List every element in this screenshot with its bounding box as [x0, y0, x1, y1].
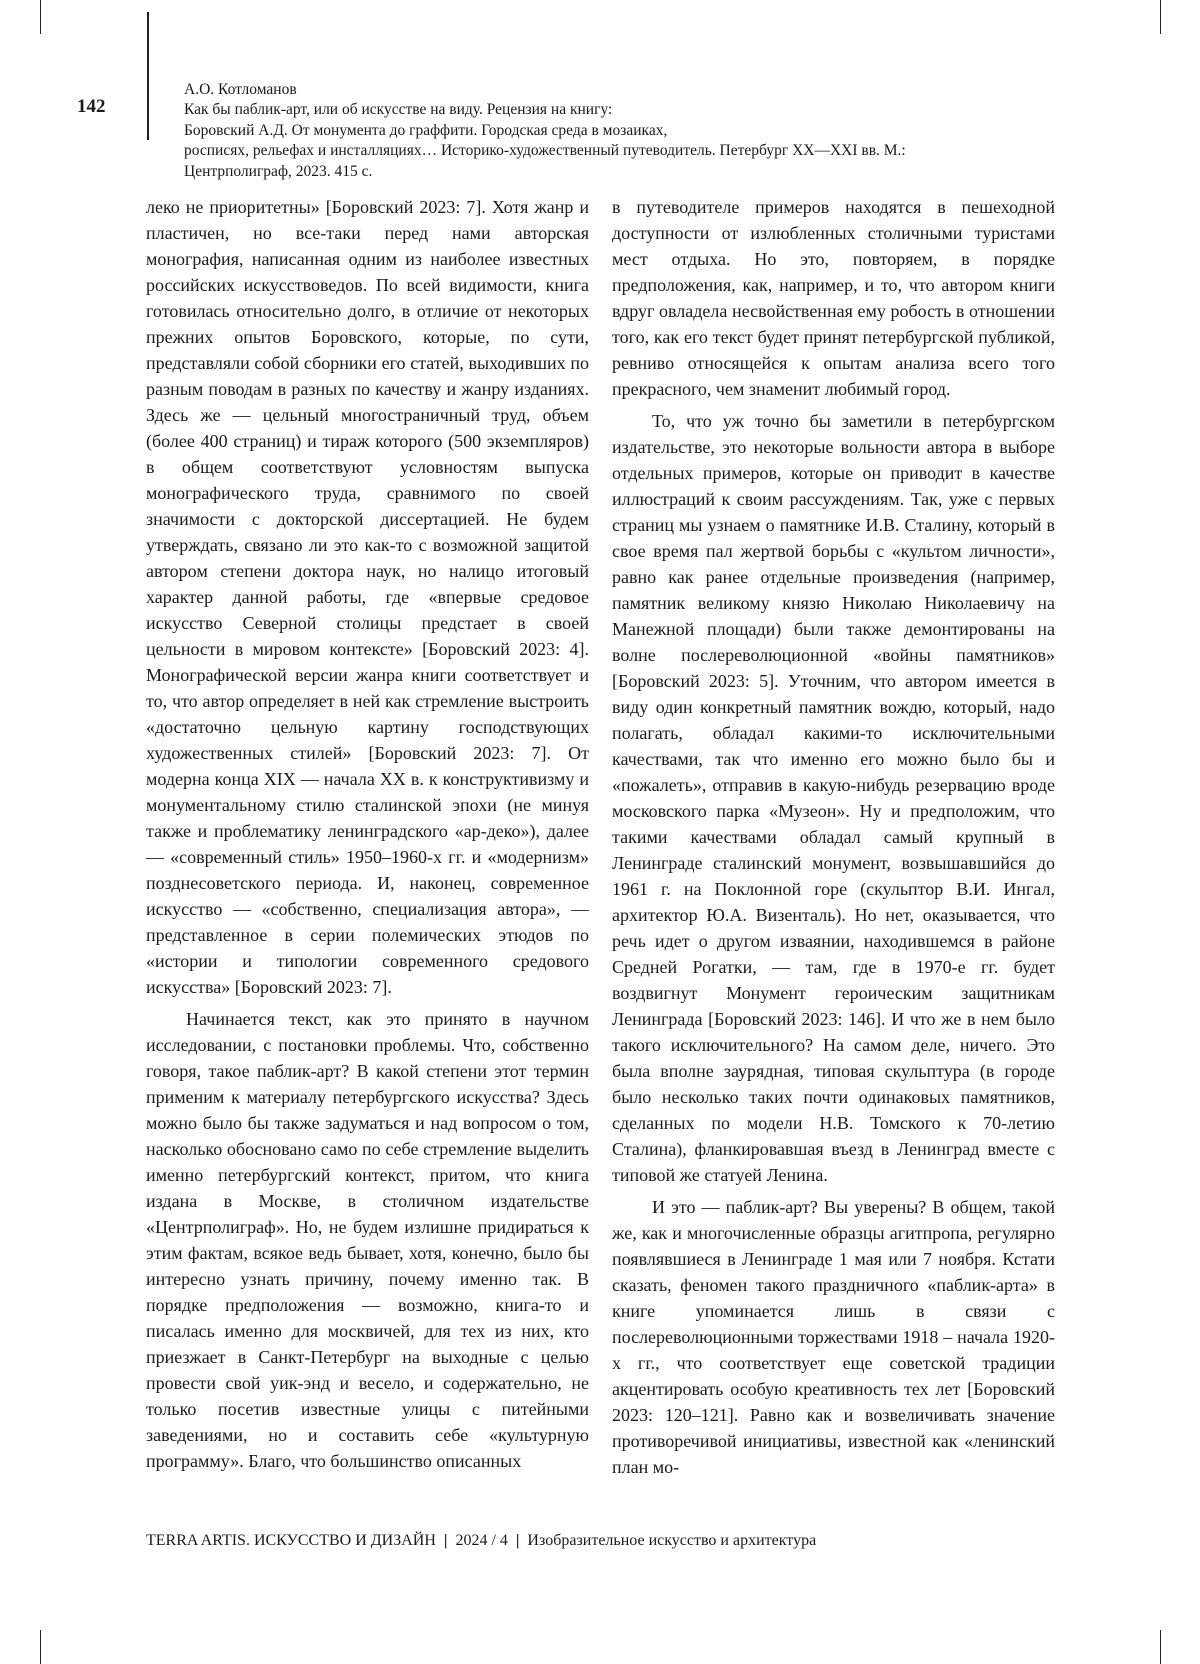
crop-mark	[1160, 0, 1161, 34]
page-number: 142	[77, 96, 106, 117]
footer-separator: |	[515, 1532, 520, 1549]
body-paragraph: То, что уж точно бы заметили в петербургском издательстве, это некоторые вольности автора в выборе отдельных примеров, которые он приводит в качестве иллюстраций к своим рассуждениям. Так, уже с первых страниц мы узнаем о памятнике И.В. Сталину, который в свое время пал жертвой борьбы с «культом личности», равно как ранее отдельные произведения (например, памятник великому князю Николаю Николаевичу на Манежной площади) были также демонтированы на волне послереволюционной «войны памятников» [Боровский 2023: 5]. Уточним, что автором имеется в виду один конкретный памятник вождю, который, надо полагать, обладал какими-то исключительными качествами, так что именно его можно было бы и «пожалеть», отправив в какую-нибудь резервацию вроде московского парка «Музеон». Ну и предположим, что такими качествами обладал самый крупный в Ленинграде сталинский монумент, возвышавшийся до 1961 г. на Поклонной горе (скульптор В.И. Ингал, архитектор Ю.А. Визенталь). Но нет, оказывается, что речь идет о другом изваянии, находившемся в районе Средней Рогатки, — там, где в 1970-е гг. будет воздвигнут Монумент героическим защитникам Ленинграда [Боровский 2023: 146]. И что же в нем было такого исключительного? На самом деле, ничего. Это была вполне заурядная, типовая скульптура (в городе было несколько таких почти одинаковых памятников, сделанных по модели Н.В. Томского к 70-летию Сталина), фланкировавшая въезд в Ленинград вместе с типовой же статуей Ленина.	[612, 411, 1055, 1185]
footer-separator: |	[443, 1532, 448, 1549]
header-author: А.О. Котломанов	[184, 81, 297, 98]
header-rule	[147, 12, 149, 140]
journal-title: TERRA ARTIS. ИСКУССТВО И ДИЗАЙН	[146, 1532, 436, 1549]
running-header	[184, 80, 1084, 182]
body-paragraph: И это — паблик-арт? Вы уверены? В общем, такой же, как и многочисленные образцы агитпропа, регулярно появлявшиеся в Ленинграде 1 мая или 7 ноября. Кстати сказать, феномен такого праздничного «паблик-арта» в книге упоминается лишь в связи с послереволюционными торжествами 1918 – начала 1920-х гг., что соответствует еще советской традиции акцентировать особую креативность тех лет [Боровский 2023: 120–121]. Равно как и возвеличивать значение противоречивой инициативы, известной как «ленинский план мо-	[612, 1197, 1055, 1477]
crop-mark	[1160, 1630, 1161, 1664]
body-paragraph: Начинается текст, как это принято в научном исследовании, с постановки проблемы. Что, собственно говоря, такое паблик-арт? В какой степени этот термин применим к материалу петербургского искусства? Здесь можно было бы также задуматься и над вопросом о том, насколько обосновано само по себе стремление выделить именно петербургский контекст, притом, что книга издана в Москве, в столичном издательстве «Центрполиграф». Но, не будем излишне придираться к этим фактам, всякое ведь бывает, хотя, конечно, было бы интересно узнать причину, почему именно так. В порядке предположения — возможно, книга-то и писалась именно для москвичей, для тех из них, кто приезжает в Санкт-Петербург на выходные с целью провести свой уик-энд и весело, и содержательно, не только посетив известные улицы с питейными заведениями, но и составить себе «культурную программу». Благо, что большинство описанных	[146, 1009, 589, 1471]
right-column	[612, 194, 1055, 1480]
crop-mark	[40, 0, 41, 34]
header-title-line: Центрполиграф, 2023. 415 с.	[184, 162, 373, 180]
body-paragraph: леко не приоритетны» [Боровский 2023: 7]. Хотя жанр и пластичен, но все-таки перед нами авторская монография, написанная одним из наиболее известных российских искусствоведов. По всей видимости, книга готовилась относительно долго, в отличие от некоторых прежних опытов Боровского, которые, по сути, представляли собой сборники его статей, выходивших по разным поводам в разных по качеству и жанру изданиях. Здесь же — цельный многостраничный труд, объем (более 400 страниц) и тираж которого (500 экземпляров) в общем соответствуют условностям выпуска монографического труда, сравнимого по своей значимости с докторской диссертацией. Не будем утверждать, связано ли это как-то с возможной защитой автором степени доктора наук, но налицо итоговый характер данной работы, где «впервые средовое искусство Северной столицы предстает в своей цельности в мировом контексте» [Боровский 2023: 4]. Монографической версии жанра книги соответствует и то, что автор определяет в ней как стремление выстроить «достаточно цельную картину господствующих художественных стилей» [Боровский 2023: 7]. От модерна конца XIX — начала XX в. к конструктивизму и монументальному стилю сталинской эпохи (не минуя также и проблематику ленинградского «ар-деко»), далее — «современный стиль» 1950–1960-х гг. и «модернизм» позднесоветского периода. И, наконец, современное искусство — «собственно, специализация автора», — представленное в серии полемических этюдов по «истории и типологии современного средового искусства» [Боровский 2023: 7].	[146, 197, 589, 997]
issue-number: 2024 / 4	[455, 1532, 508, 1549]
crop-mark	[40, 1630, 41, 1664]
header-title-line: Как бы паблик-арт, или об искусстве на виду. Рецензия на книгу:	[184, 101, 613, 119]
running-footer	[146, 1532, 816, 1550]
header-title-line: Боровский А.Д. От монумента до граффити. Городская среда в мозаиках,	[184, 121, 668, 139]
header-title-line: росписях, рельефах и инсталляциях… Историко-художественный путеводитель. Петербург XX—XXI вв. М.:	[184, 142, 906, 160]
left-column	[146, 194, 589, 1474]
body-paragraph: в путеводителе примеров находятся в пешеходной доступности от излюбленных столичными туристами мест отдыха. Но это, повторяем, в порядке предположения, как, например, и то, что автором книги вдруг овладела несвойственная ему робость в отношении того, как его текст будет принят петербургской публикой, ревниво относящейся к опытам анализа всего того прекрасного, чем знаменит любимый город.	[612, 197, 1055, 399]
section-name: Изобразительное искусство и архитектура	[527, 1532, 817, 1549]
